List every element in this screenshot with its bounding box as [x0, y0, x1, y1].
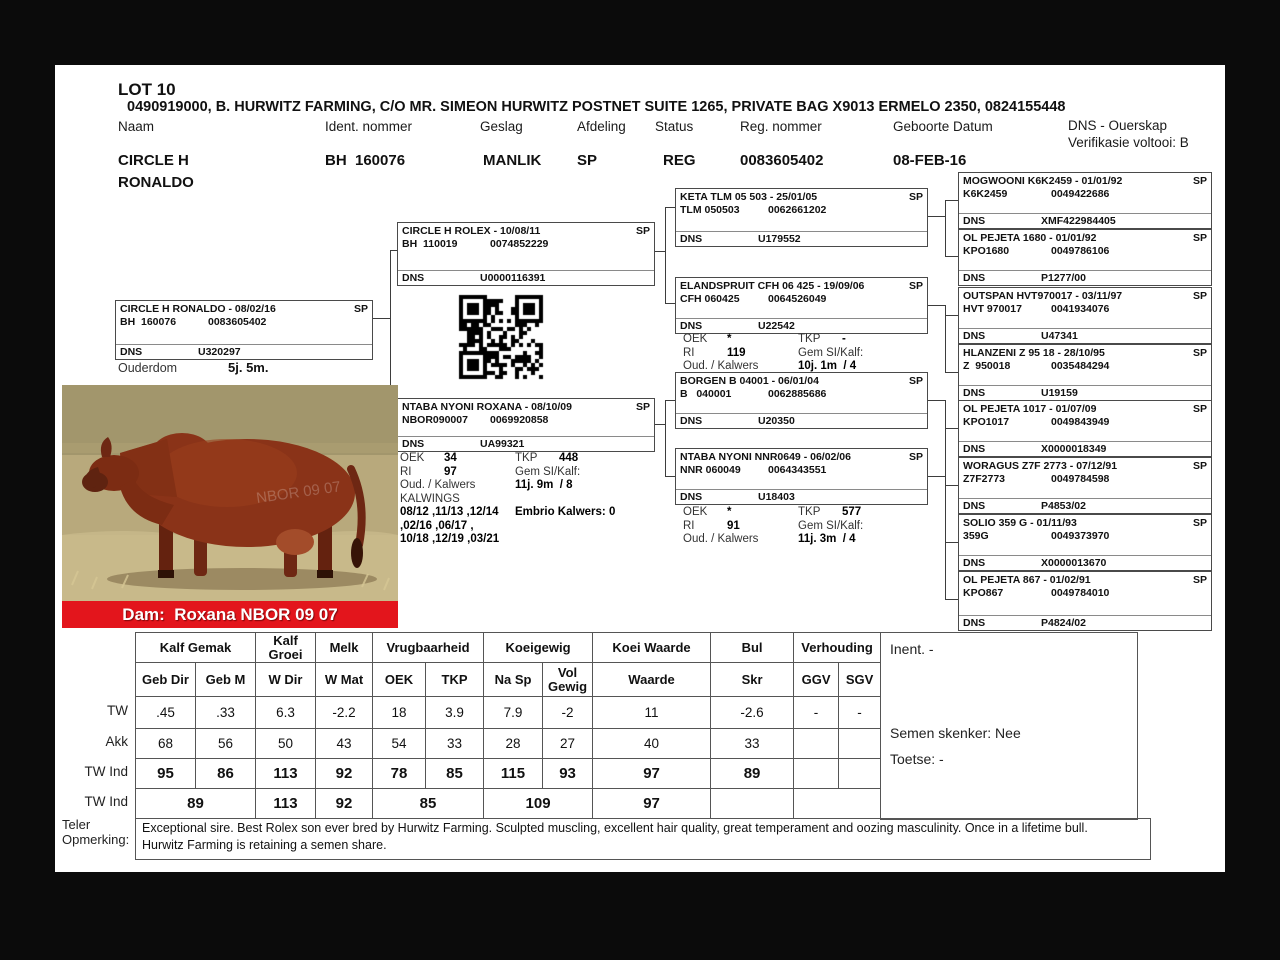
group-bul: Bul — [711, 633, 794, 663]
dns-label: DNS — [963, 500, 986, 512]
cell: 78 — [373, 759, 426, 789]
cell: 40 — [593, 729, 711, 759]
cell: - — [839, 697, 881, 729]
animal-reg: 0035484294 — [1051, 360, 1110, 372]
kalwings-dates-3: 10/18 ,12/19 ,03/21 — [400, 533, 500, 545]
roxana-stats — [400, 452, 656, 547]
dns-label: DNS — [963, 617, 986, 629]
gem-value: 11j. 3m / 4 — [798, 533, 856, 545]
ri-label: RI — [683, 519, 695, 532]
pedigree-connector — [371, 318, 391, 319]
animal-id: CFH 060425 — [680, 293, 740, 305]
pedigree-box-ol-pejeta-1017 — [958, 400, 1212, 457]
animal-id: TLM 050503 — [680, 204, 740, 216]
animal-reg: 0049373970 — [1051, 530, 1110, 542]
dns-label: DNS — [680, 233, 703, 245]
row-label-tw-ind: TW Ind — [84, 764, 128, 779]
label-naam: Naam — [118, 119, 155, 134]
dns-label: DNS — [963, 272, 986, 284]
cell: 11 — [593, 697, 711, 729]
animal-name: MOGWOONI K6K2459 - 01/01/92 — [963, 175, 1123, 187]
oud-kalwers-label: Oud. / Kalwers — [400, 479, 476, 491]
dns-label: DNS — [963, 215, 986, 227]
embrio-kalwers: Embrio Kalwers: 0 — [515, 506, 616, 518]
cell: 86 — [196, 759, 256, 789]
oek-label: OEK — [683, 506, 708, 518]
pedigree-connector — [945, 372, 958, 373]
label-geboorte-datum: Geboorte Datum — [893, 119, 993, 134]
status-badge: SP — [635, 225, 650, 237]
cell: 113 — [256, 789, 316, 819]
akk-row — [136, 729, 881, 759]
value-geslag: MANLIK — [483, 152, 542, 169]
value-ident-nommer: BH 160076 — [325, 152, 406, 169]
cell: 18 — [373, 697, 426, 729]
animal-name: OL PEJETA 867 - 01/02/91 — [963, 574, 1091, 586]
dns-value: U22542 — [758, 320, 795, 332]
animal-reg: 0049786106 — [1051, 245, 1110, 257]
dns-label: DNS — [120, 346, 143, 358]
oek-label: OEK — [683, 333, 708, 345]
dns-value: U179552 — [758, 233, 801, 245]
dns-label: DNS — [963, 387, 986, 399]
cell: 43 — [316, 729, 373, 759]
remarks-line-2: Hurwitz Farming is retaining a semen share. — [142, 838, 387, 852]
label-reg-nommer: Reg. nommer — [740, 119, 822, 134]
pedigree-connector — [665, 476, 675, 477]
tkp-value: - — [842, 333, 846, 345]
breeder-address-line: 0490919000, B. HURWITZ FARMING, C/O MR. SIMEON HURWITZ POSTNET SUITE 1265, PRIVATE BAG X9013 ERMELO 2350, 0824155448 — [127, 99, 1066, 115]
gem-label: Gem SI/Kalf: — [515, 465, 581, 478]
cell: 93 — [543, 759, 593, 789]
gem-label: Gem SI/Kalf: — [798, 346, 864, 359]
cell: 33 — [711, 729, 794, 759]
teler-label: Teler — [62, 817, 91, 832]
ri-value: 97 — [444, 465, 457, 478]
oud-kalwers-label: Oud. / Kalwers — [683, 360, 759, 372]
animal-id: Z7F2773 — [963, 473, 1006, 485]
dam-photo — [62, 385, 398, 601]
dns-value: X0000018349 — [1041, 443, 1107, 455]
label-afdeling: Afdeling — [577, 119, 626, 134]
animal-name: ELANDSPRUIT CFH 06 425 - 19/09/06 — [680, 280, 865, 292]
status-badge: SP — [1192, 403, 1207, 415]
pedigree-connector — [945, 315, 958, 316]
pedigree-connector — [665, 400, 666, 476]
opmerking-label: Opmerking: — [62, 832, 130, 847]
pedigree-box-woragus — [958, 457, 1212, 514]
status-badge: SP — [1192, 347, 1207, 359]
col-geb-dir: Geb Dir — [136, 663, 196, 697]
row-label-tw: TW — [107, 703, 128, 718]
animal-name: SOLIO 359 G - 01/11/93 — [963, 517, 1077, 529]
dns-label: DNS — [680, 320, 703, 332]
animal-reg: 0064343551 — [768, 464, 827, 476]
label-geslag: Geslag — [480, 119, 523, 134]
tkp-label: TKP — [515, 452, 538, 464]
label-verifikasie: Verifikasie voltooi: B — [1068, 135, 1189, 150]
animal-reg: 0069920858 — [490, 414, 549, 426]
dns-value: P4853/02 — [1041, 500, 1086, 512]
ri-label: RI — [400, 465, 412, 478]
status-badge: SP — [1192, 517, 1207, 529]
cell: 7.9 — [484, 697, 543, 729]
pedigree-connector — [665, 207, 666, 303]
status-badge: SP — [353, 303, 368, 315]
pedigree-box-hlanzeni — [958, 344, 1212, 401]
ntaba-stats — [683, 506, 928, 547]
animal-name: OL PEJETA 1017 - 01/07/09 — [963, 403, 1097, 415]
animal-id: K6K2459 — [963, 188, 1008, 200]
value-naam-1: CIRCLE H — [118, 152, 189, 169]
group-kalf-gemak: Kalf Gemak — [136, 633, 256, 663]
qr-code — [455, 291, 547, 383]
pedigree-connector — [390, 250, 397, 251]
col-w-mat: W Mat — [316, 663, 373, 697]
cell: -2 — [543, 697, 593, 729]
oud-kalwers-label: Oud. / Kalwers — [683, 533, 759, 545]
animal-reg: 0049784598 — [1051, 473, 1110, 485]
label-dns-ouerskap: DNS - Ouerskap — [1068, 118, 1168, 133]
dam-banner: Dam: Roxana NBOR 09 07 — [62, 601, 398, 628]
side-info-panel — [880, 632, 1138, 820]
animal-name: CIRCLE H RONALDO - 08/02/16 — [120, 303, 276, 315]
cell: .33 — [196, 697, 256, 729]
pedigree-connector — [945, 200, 958, 201]
dns-value: U320297 — [198, 346, 241, 358]
animal-name: WORAGUS Z7F 2773 - 07/12/91 — [963, 460, 1118, 472]
pedigree-connector — [945, 485, 958, 486]
animal-id: KPO1017 — [963, 416, 1010, 428]
dns-value: X0000013670 — [1041, 557, 1107, 569]
pedigree-box-roxana — [397, 398, 655, 452]
col-oek: OEK — [373, 663, 426, 697]
dns-label: DNS — [963, 443, 986, 455]
cell: 6.3 — [256, 697, 316, 729]
tkp-label: TKP — [798, 333, 821, 345]
animal-reg: 0049784010 — [1051, 587, 1110, 599]
animal-id: Z 950018 — [963, 360, 1011, 372]
page-title: LOT 10 — [118, 80, 176, 99]
status-badge: SP — [1192, 175, 1207, 187]
col-ggv: GGV — [794, 663, 839, 697]
dns-value: U18403 — [758, 491, 795, 503]
pedigree-connector — [926, 476, 945, 477]
cell: 109 — [484, 789, 593, 819]
animal-reg: 0074852229 — [490, 238, 549, 250]
dns-value: U19159 — [1041, 387, 1078, 399]
cell: 50 — [256, 729, 316, 759]
col-w-dir: W Dir — [256, 663, 316, 697]
toetse-text: Toetse: - — [890, 751, 944, 767]
animal-reg: 0049843949 — [1051, 416, 1110, 428]
cell: 85 — [426, 759, 484, 789]
pedigree-connector — [945, 599, 958, 600]
cell: 92 — [316, 759, 373, 789]
animal-id: KPO867 — [963, 587, 1004, 599]
pedigree-connector — [945, 476, 946, 599]
cell: -2.2 — [316, 697, 373, 729]
value-geboorte-datum: 08-FEB-16 — [893, 152, 967, 169]
pedigree-connector — [665, 207, 675, 208]
ouderdom-label: Ouderdom — [118, 361, 178, 375]
dns-value: P4824/02 — [1041, 617, 1086, 629]
group-koeigewig: Koeigewig — [484, 633, 593, 663]
tkp-value: 448 — [559, 452, 579, 464]
pedigree-connector — [945, 400, 946, 485]
pedigree-box-rolex — [397, 222, 655, 286]
cell — [794, 759, 839, 789]
cell: 92 — [316, 789, 373, 819]
cell — [839, 729, 881, 759]
cell: 115 — [484, 759, 543, 789]
col-tkp: TKP — [426, 663, 484, 697]
oek-value: 34 — [444, 452, 457, 464]
dns-value: U47341 — [1041, 330, 1078, 342]
pedigree-connector — [926, 305, 945, 306]
ouderdom-value: 5j. 5m. — [228, 360, 269, 375]
animal-id: BH 160076 — [120, 316, 177, 328]
status-badge: SP — [908, 451, 923, 463]
group-melk: Melk — [316, 633, 373, 663]
group-kalf-groei: Kalf Groei — [256, 633, 316, 663]
dns-label: DNS — [963, 557, 986, 569]
kalwings-label: KALWINGS — [400, 492, 460, 505]
cell: -2.6 — [711, 697, 794, 729]
group-vrugbaarheid: Vrugbaarheid — [373, 633, 484, 663]
cell: 89 — [136, 789, 256, 819]
pedigree-connector — [945, 428, 958, 429]
cell: 28 — [484, 729, 543, 759]
cell: 27 — [543, 729, 593, 759]
cell: - — [794, 697, 839, 729]
animal-name: OL PEJETA 1680 - 01/01/92 — [963, 232, 1097, 244]
value-afdeling: SP — [577, 152, 598, 169]
cow-illustration — [62, 385, 398, 601]
pedigree-connector — [665, 400, 675, 401]
status-badge: SP — [1192, 290, 1207, 302]
dns-value: U0000116391 — [480, 272, 546, 284]
cell — [794, 789, 881, 819]
animal-id: NBOR090007 — [402, 414, 468, 426]
dns-value: UA99321 — [480, 438, 525, 450]
remarks-line-1: Exceptional sire. Best Rolex son ever bred by Hurwitz Farming. Sculpted muscling, excellent hair quality, great temperament and oozing masculinity. Once in a lifetime bull. — [142, 821, 1088, 835]
label-ident-nommer: Ident. nommer — [325, 119, 413, 134]
col-vol-gewig: Vol Gewig — [543, 663, 593, 697]
gem-value: 10j. 1m / 4 — [798, 360, 857, 372]
cell — [711, 789, 794, 819]
value-status: REG — [663, 152, 696, 169]
row-label-akk: Akk — [105, 734, 128, 749]
semen-skenker-text: Semen skenker: Nee — [890, 725, 1021, 741]
pedigree-box-elandspruit — [675, 277, 928, 334]
status-badge: SP — [1192, 574, 1207, 586]
pedigree-connector — [945, 256, 958, 257]
animal-name: NTABA NYONI NNR0649 - 06/02/06 — [680, 451, 851, 463]
animal-reg: 0062885686 — [768, 388, 827, 400]
status-badge: SP — [908, 191, 923, 203]
pedigree-connector — [665, 303, 675, 304]
pedigree-box-mogwooni — [958, 172, 1212, 229]
animal-name: CIRCLE H ROLEX - 10/08/11 — [402, 225, 541, 237]
pedigree-box-ronaldo — [115, 300, 373, 360]
tw-ind-grouped-row — [136, 789, 881, 819]
cell: .45 — [136, 697, 196, 729]
cell: 3.9 — [426, 697, 484, 729]
col-sgv: SGV — [839, 663, 881, 697]
oek-label: OEK — [400, 452, 425, 464]
dns-label: DNS — [680, 491, 703, 503]
dns-label: DNS — [963, 330, 986, 342]
ri-label: RI — [683, 346, 695, 359]
status-badge: SP — [1192, 460, 1207, 472]
cell: 54 — [373, 729, 426, 759]
animal-reg: 0064526049 — [768, 293, 827, 305]
ri-value: 91 — [727, 519, 740, 532]
cell: 33 — [426, 729, 484, 759]
animal-name: HLANZENI Z 95 18 - 28/10/95 — [963, 347, 1105, 359]
value-reg-nommer: 0083605402 — [740, 152, 824, 169]
col-waarde: Waarde — [593, 663, 711, 697]
animal-id: B 040001 — [680, 388, 732, 400]
kalwings-dates-1: 08/12 ,11/13 ,12/14 — [400, 506, 499, 518]
group-verhouding: Verhouding — [794, 633, 881, 663]
inent-text: Inent. - — [890, 641, 934, 657]
tkp-label: TKP — [798, 506, 821, 518]
tw-ind-row — [136, 759, 881, 789]
row-label-tw-ind-2: TW Ind — [84, 794, 128, 809]
animal-name: OUTSPAN HVT970017 - 03/11/97 — [963, 290, 1123, 302]
brand-mark: NBOR 09 07 — [255, 478, 342, 507]
oek-value: * — [727, 333, 732, 345]
animal-reg: 0062661202 — [768, 204, 827, 216]
gem-value: 11j. 9m / 8 — [515, 479, 573, 491]
animal-id: BH 110019 — [402, 238, 458, 250]
dns-value: XMF422984405 — [1041, 215, 1116, 227]
pedigree-connector — [945, 200, 946, 256]
tw-row — [136, 697, 881, 729]
breeder-remarks — [135, 818, 1151, 860]
pedigree-box-borgen — [675, 372, 928, 429]
pedigree-box-ol-pejeta-1680 — [958, 229, 1212, 286]
value-naam-2: RONALDO — [118, 174, 194, 191]
group-koei-waarde: Koei Waarde — [593, 633, 711, 663]
animal-name: KETA TLM 05 503 - 25/01/05 — [680, 191, 818, 203]
pedigree-connector — [926, 400, 945, 401]
cell: 85 — [373, 789, 484, 819]
status-badge: SP — [1192, 232, 1207, 244]
sub-header-row — [136, 663, 881, 697]
pedigree-box-keta — [675, 188, 928, 247]
oek-value: * — [727, 506, 732, 518]
status-badge: SP — [635, 401, 650, 413]
col-na-sp: Na Sp — [484, 663, 543, 697]
kalwings-dates-2: ,02/16 ,06/17 , — [400, 519, 474, 532]
cell: 97 — [593, 759, 711, 789]
pedigree-connector — [945, 542, 958, 543]
dns-value: P1277/00 — [1041, 272, 1086, 284]
animal-reg: 0083605402 — [208, 316, 267, 328]
status-badge: SP — [908, 280, 923, 292]
label-status: Status — [655, 119, 694, 134]
cell — [839, 759, 881, 789]
elandspruit-stats — [683, 333, 928, 374]
dns-label: DNS — [402, 438, 425, 450]
animal-name: BORGEN B 04001 - 06/01/04 — [680, 375, 819, 387]
ebv-table — [135, 632, 881, 819]
animal-reg: 0041934076 — [1051, 303, 1110, 315]
animal-reg: 0049422686 — [1051, 188, 1110, 200]
animal-name: NTABA NYONI ROXANA - 08/10/09 — [402, 401, 572, 413]
animal-id: HVT 970017 — [963, 303, 1022, 315]
dns-label: DNS — [680, 415, 703, 427]
cell: 68 — [136, 729, 196, 759]
cell: 113 — [256, 759, 316, 789]
dns-value: U20350 — [758, 415, 795, 427]
cell: 89 — [711, 759, 794, 789]
animal-id: KPO1680 — [963, 245, 1010, 257]
cell — [794, 729, 839, 759]
animal-id: 359G — [963, 530, 989, 542]
col-geb-m: Geb M — [196, 663, 256, 697]
col-skr: Skr — [711, 663, 794, 697]
pedigree-box-ol-pejeta-867 — [958, 571, 1212, 631]
gem-label: Gem SI/Kalf: — [798, 519, 864, 532]
status-badge: SP — [908, 375, 923, 387]
pedigree-box-solio — [958, 514, 1212, 571]
tkp-value: 577 — [842, 506, 862, 518]
pedigree-box-ntaba-nnr — [675, 448, 928, 505]
ri-value: 119 — [727, 346, 746, 359]
dns-label: DNS — [402, 272, 425, 284]
cell: 56 — [196, 729, 256, 759]
cell: 95 — [136, 759, 196, 789]
pedigree-connector — [926, 216, 945, 217]
animal-id: NNR 060049 — [680, 464, 741, 476]
pedigree-box-outspan — [958, 287, 1212, 344]
group-header-row — [136, 633, 881, 663]
cell: 97 — [593, 789, 711, 819]
